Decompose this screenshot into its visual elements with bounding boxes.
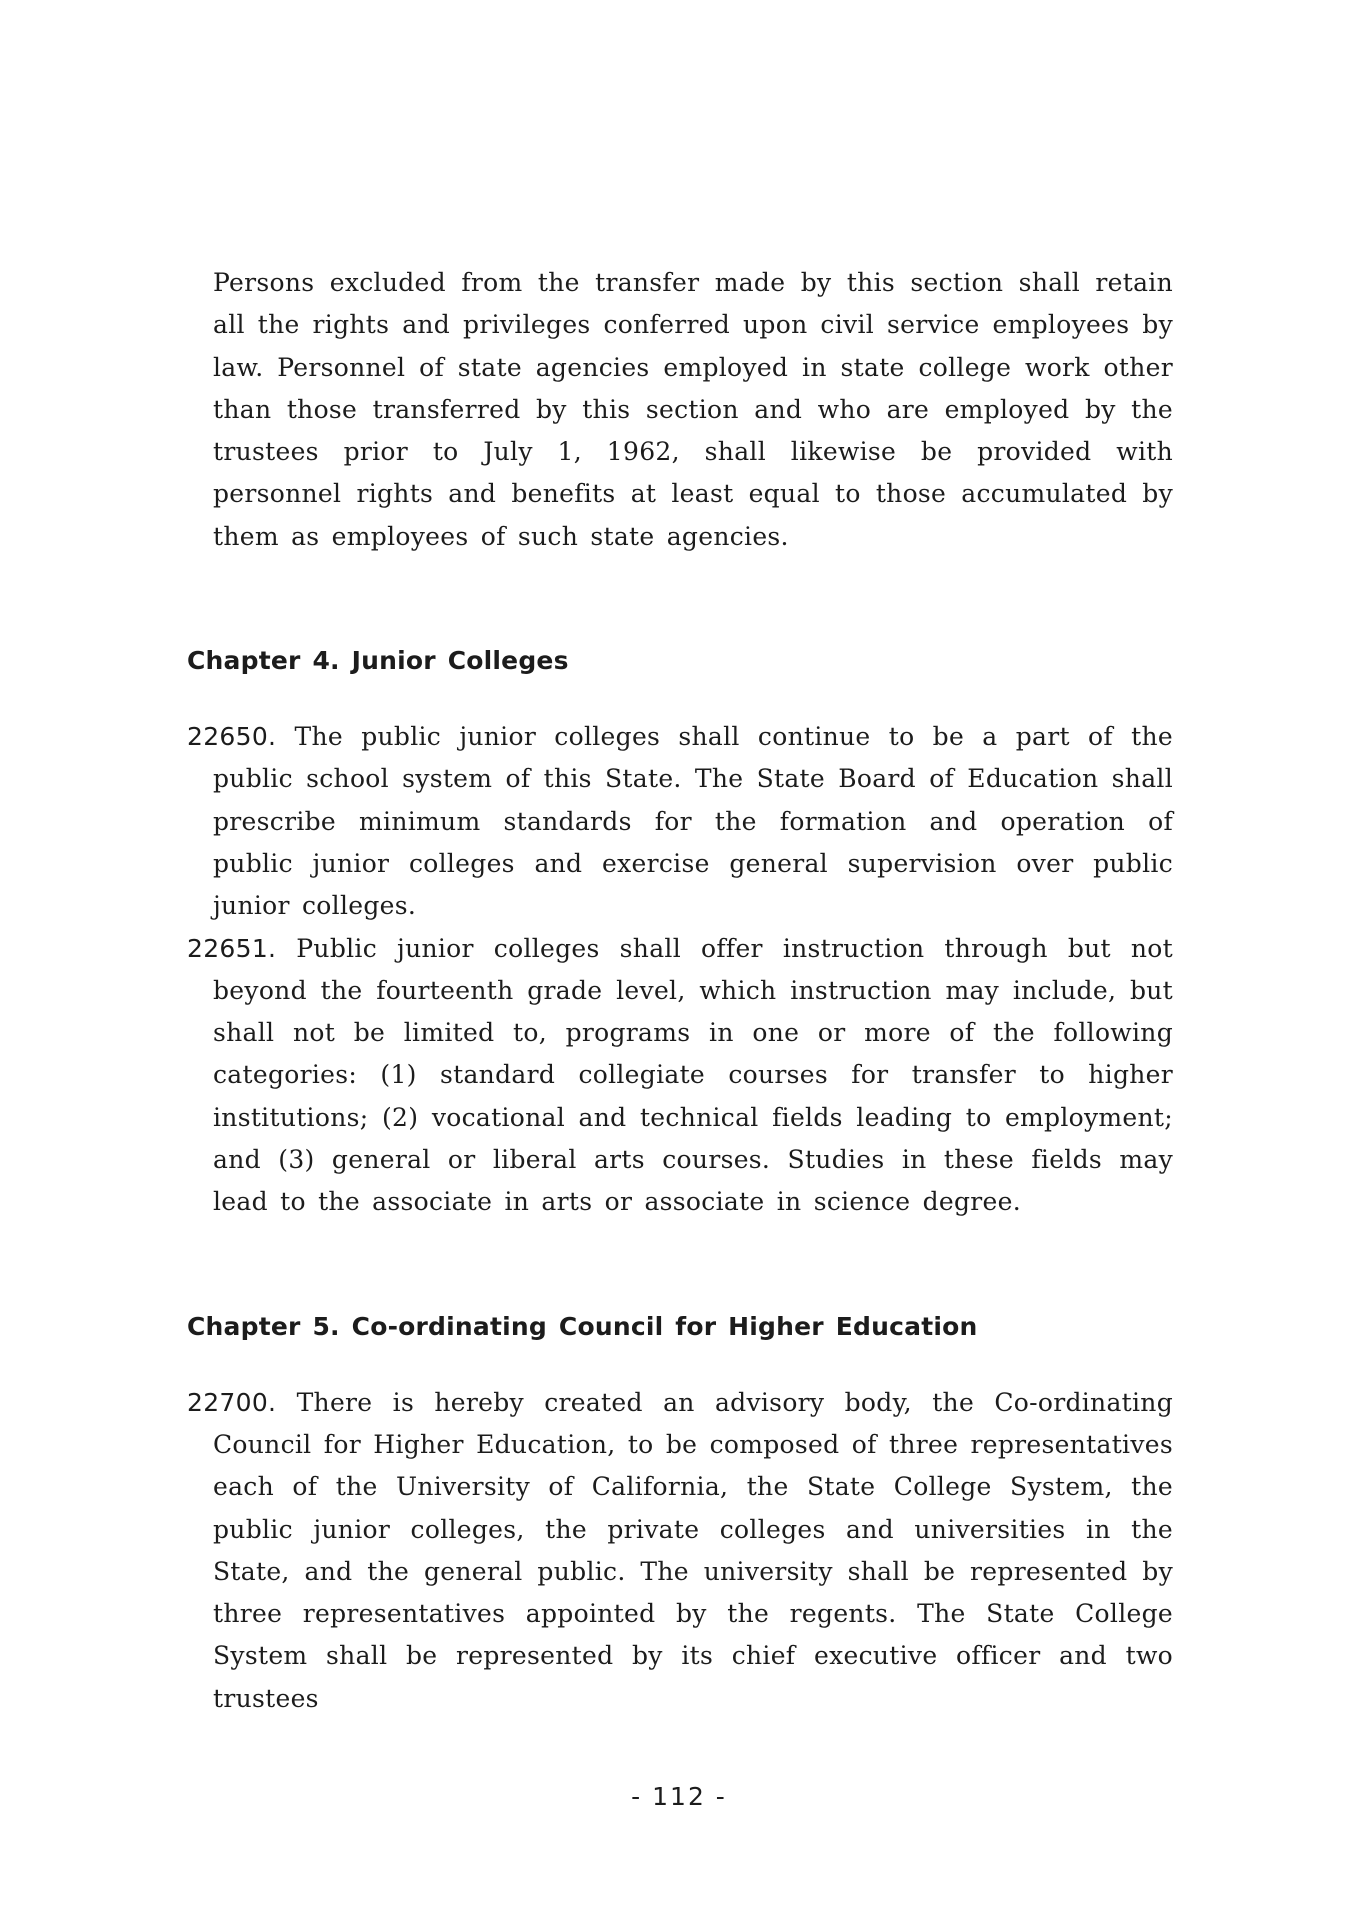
section-22650 (187, 716, 1173, 927)
section-text: Public junior colleges shall offer instruction through but not beyond the fourteenth grade level, which instruction may include, but shall not be limited to, programs in one or more of the following categories: (1) standard collegiate courses for transfer to higher institutions; (2) vocational and technical fields leading to employment; and (3) general or liberal arts courses. Studies in these fields may lead to the associate in arts or associate in science degree. (213, 933, 1173, 1217)
chapter-5-heading: Chapter 5. Co-ordinating Council for Higher Education (187, 1311, 978, 1341)
section-22700 (187, 1382, 1173, 1720)
section-number: 22650. (187, 722, 277, 752)
page-number: - 112 - (631, 1782, 727, 1811)
section-number: 22651. (187, 933, 277, 963)
chapter-4-heading: Chapter 4. Junior Colleges (187, 646, 569, 676)
section-22651 (187, 928, 1173, 1224)
section-number: 22700. (187, 1387, 277, 1417)
section-text: There is hereby created an advisory body, the Co-ordinating Council for Higher Education, to be composed of three representatives each of the University of California, the State College System, the public junior colleges, the private colleges and universities in the State, and the general public. The university shall be represented by three representatives appointed by the regents. The State College System shall be represented by its chief executive officer and two trustees (213, 1387, 1173, 1713)
opening-paragraph: Persons excluded from the transfer made by this section shall retain all the rights and privileges conferred upon civil service employees by law. Personnel of state agencies employed in state college work other than those transferred by this section and who are employed by the trustees prior to July 1, 1962, shall likewise be provided with personnel rights and benefits at least equal to those accumulated by them as employees of such state agencies. (213, 268, 1173, 551)
page-content (187, 262, 1173, 1720)
section-text: The public junior colleges shall continue to be a part of the public school system of this State. The State Board of Education shall prescribe minimum standards for the formation and operation of public junior colleges and exercise general supervision over public junior colleges. (213, 722, 1174, 921)
